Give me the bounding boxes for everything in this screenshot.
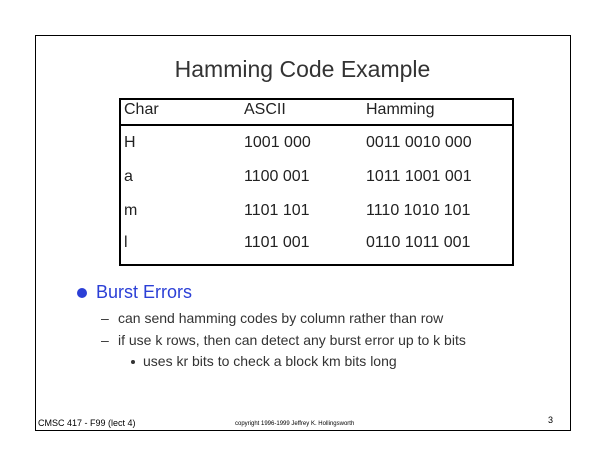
bullet-dot-icon xyxy=(77,288,87,298)
footer-copyright: copyright 1996-1999 Jeffrey K. Hollingsworth xyxy=(235,421,355,427)
cell-ascii: 1100 001 xyxy=(244,168,310,185)
table-row xyxy=(121,168,512,190)
dash-marker: – xyxy=(101,310,109,326)
header-char: Char xyxy=(124,101,159,118)
sub-item: can send hamming codes by column rather than row xyxy=(118,310,444,326)
header-hamming: Hamming xyxy=(366,101,435,118)
cell-char: m xyxy=(124,202,138,219)
table-row xyxy=(121,234,512,256)
sub-sub-item: uses kr bits to check a block km bits long xyxy=(143,353,397,369)
cell-ascii: 1101 001 xyxy=(244,234,310,251)
hamming-table xyxy=(119,98,514,266)
bullet-burst-errors: Burst Errors xyxy=(96,282,193,302)
cell-char: a xyxy=(124,168,133,185)
header-divider xyxy=(121,124,512,126)
table-row xyxy=(121,202,512,224)
cell-char: H xyxy=(124,134,136,151)
cell-hamming: 1011 1001 001 xyxy=(366,168,472,185)
footer-course: CMSC 417 - F99 (lect 4) xyxy=(38,418,136,428)
dash-marker: – xyxy=(101,332,109,348)
cell-hamming: 1110 1010 101 xyxy=(366,202,471,219)
sub-item: if use k rows, then can detect any burst error up to k bits xyxy=(118,332,466,348)
sub-bullet-dot-icon xyxy=(131,360,135,364)
header-ascii: ASCII xyxy=(244,101,286,118)
cell-char: l xyxy=(124,234,128,251)
table-header-row xyxy=(121,101,512,123)
cell-hamming: 0110 1011 001 xyxy=(366,234,471,251)
slide-title: Hamming Code Example xyxy=(174,56,431,82)
cell-ascii: 1001 000 xyxy=(244,134,311,151)
cell-hamming: 0011 0010 000 xyxy=(366,134,472,151)
page-number: 3 xyxy=(548,415,554,425)
table-row xyxy=(121,134,512,156)
cell-ascii: 1101 101 xyxy=(244,202,310,219)
